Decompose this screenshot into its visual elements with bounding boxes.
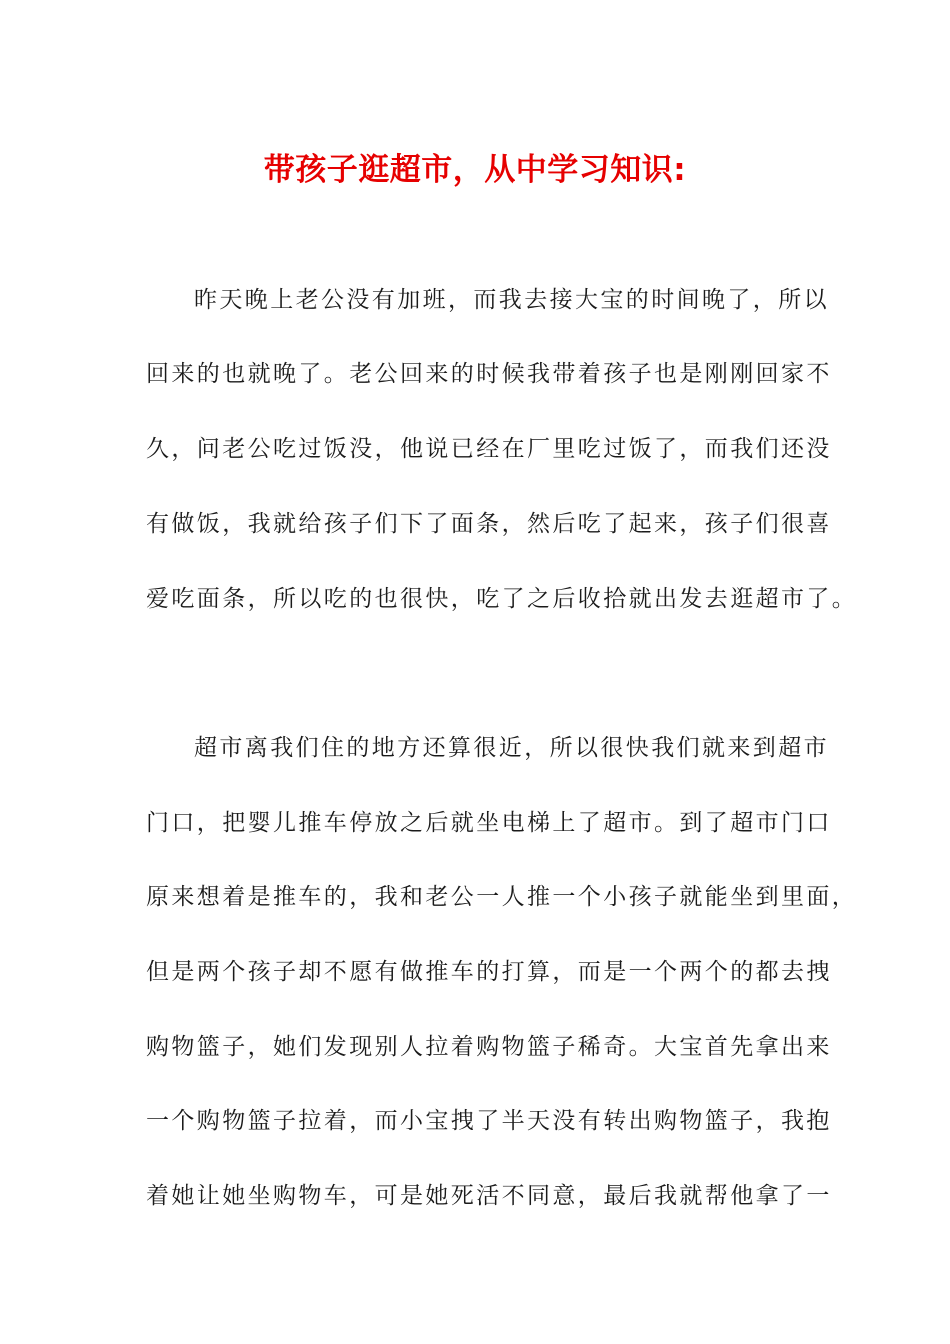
paragraph-2-line-1: 超市离我们住的地方还算很近，所以很快我们就来到超市	[194, 735, 829, 761]
document-title: 带孩子逛超市，从中学习知识:	[263, 152, 687, 188]
paragraph-1-line-2: 回来的也就晚了。老公回来的时候我带着孩子也是刚刚回家不	[146, 361, 832, 387]
paragraph-2-line-4: 但是两个孩子却不愿有做推车的打算，而是一个两个的都去拽	[146, 959, 832, 985]
paragraph-1-line-3: 久，问老公吃过饭没，他说已经在厂里吃过饭了，而我们还没	[146, 436, 832, 462]
paragraph-2-line-2: 门口，把婴儿推车停放之后就坐电梯上了超市。到了超市门口	[146, 810, 832, 836]
paragraph-2-line-3: 原来想着是推车的，我和老公一人推一个小孩子就能坐到里面，	[146, 884, 858, 910]
paragraph-1-line-1: 昨天晚上老公没有加班，而我去接大宝的时间晚了，所以	[194, 287, 829, 313]
paragraph-1-line-5: 爱吃面条，所以吃的也很快，吃了之后收拾就出发去逛超市了。	[146, 586, 858, 612]
paragraph-1-line-4: 有做饭，我就给孩子们下了面条，然后吃了起来，孩子们很喜	[146, 511, 832, 537]
paragraph-2-line-5: 购物篮子，她们发现别人拉着购物篮子稀奇。大宝首先拿出来	[146, 1034, 832, 1060]
paragraph-2-line-6: 一个购物篮子拉着，而小宝拽了半天没有转出购物篮子，我抱	[146, 1108, 832, 1134]
paragraph-2-line-7: 着她让她坐购物车，可是她死活不同意，最后我就帮他拿了一	[146, 1183, 832, 1209]
